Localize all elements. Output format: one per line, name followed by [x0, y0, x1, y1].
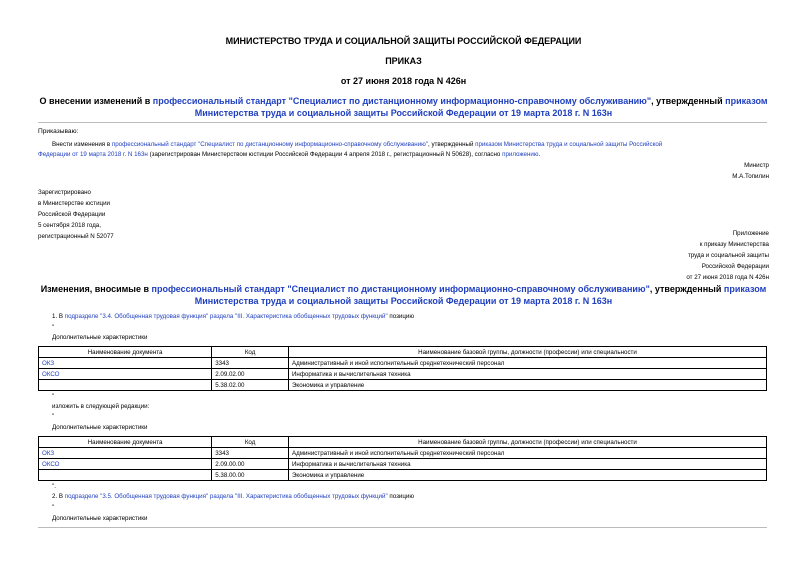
table-cell: 2.09.00.00: [212, 459, 289, 470]
standard-link[interactable]: профессиональный стандарт "Специалист по дистанционному информационно-справочному обслуживанию": [152, 96, 652, 106]
quote-mark: ": [52, 393, 55, 400]
signature-name: М.А.Топилин: [732, 173, 769, 180]
table-row: [39, 380, 767, 391]
item-text: 1. В: [52, 313, 65, 320]
table-cell: Экономика и управление: [288, 470, 766, 481]
order-link-cont[interactable]: Министерства труда и социальной защиты Российской Федерации от 19 марта 2018 г. N 163н: [194, 108, 613, 118]
order-link[interactable]: приказом Министерства труда и социальной защиты Российской: [475, 141, 663, 148]
col-header-name: Наименование базовой группы, должности (профессии) или специальности: [288, 347, 766, 358]
doc-title-text: О внесении изменений в: [39, 96, 153, 106]
table-cell: [39, 380, 212, 391]
col-header-doc: Наименование документа: [39, 437, 212, 448]
table-row: [39, 470, 767, 481]
registered-line: Зарегистрировано: [38, 189, 91, 196]
subsection-link[interactable]: подразделе "3.5. Обобщенная трудовая функция" раздела "III. Характеристика обобщенных трудовых функций": [64, 493, 388, 500]
table-cell: 2.09.02.00: [212, 369, 289, 380]
doc-link-okso[interactable]: ОКСО: [39, 369, 212, 380]
order-link-cont[interactable]: Министерства труда и социальной защиты Российской Федерации от 19 марта 2018 г. N 163н: [194, 296, 613, 306]
table-cell: 3343: [212, 448, 289, 459]
appendix-line: труда и социальной защиты: [687, 252, 769, 259]
standard-link[interactable]: профессиональный стандарт "Специалист по дистанционному информационно-справочному обслуживанию": [151, 284, 650, 294]
quote-mark: ": [52, 324, 55, 331]
characteristics-table-new: [38, 436, 767, 481]
changes-title-text: Изменения, вносимые в: [40, 284, 152, 294]
table-cell: [39, 470, 212, 481]
table-cell: Информатика и вычислительная техника: [288, 459, 766, 470]
quote-mark: ": [52, 413, 55, 420]
appendix-line: к приказу Министерства: [699, 241, 769, 248]
subsection-link[interactable]: подразделе "3.4. Обобщенная трудовая функция" раздела "III. Характеристика обобщенных трудовых функций": [64, 313, 388, 320]
table-cell: Информатика и вычислительная техника: [288, 369, 766, 380]
table-cell: Административный и иной исполнительный среднетехнический персонал: [288, 358, 766, 369]
doc-link-okz[interactable]: ОКЗ: [39, 448, 212, 459]
col-header-code: Код: [212, 347, 289, 358]
doc-type: ПРИКАЗ: [385, 56, 422, 66]
set-as-label: изложить в следующей редакции:: [52, 403, 150, 410]
extra-characteristics-label: Дополнительные характеристики: [52, 424, 148, 431]
table-row: [39, 358, 767, 369]
registered-line: регистрационный N 52077: [38, 233, 114, 240]
doc-date-number: от 27 июня 2018 года N 426н: [340, 76, 467, 86]
changes-title-line1: [0, 284, 807, 294]
body-line2: [38, 151, 540, 158]
doc-title-line1: [0, 96, 807, 106]
table-cell: 3343: [212, 358, 289, 369]
body-text: (зарегистрирован Министерством юстиции Российской Федерации 4 апреля 2018 г., регистрационный N 50628), согласно: [147, 151, 503, 158]
body-text: .: [538, 151, 541, 158]
appendix-line: от 27 июня 2018 года N 426н: [686, 274, 769, 281]
registered-line: в Министерстве юстиции: [38, 200, 111, 207]
table-cell: Административный и иной исполнительный среднетехнический персонал: [288, 448, 766, 459]
extra-characteristics-label: Дополнительные характеристики: [52, 515, 148, 522]
characteristics-table-old: [38, 346, 767, 391]
table-row: [39, 448, 767, 459]
item-text: позицию: [387, 313, 415, 320]
body-text: Внести изменения в: [52, 141, 112, 148]
body-text: , утвержденный: [428, 141, 476, 148]
appendix-line: Приложение: [732, 230, 769, 237]
doc-title-text: , утвержденный: [651, 96, 726, 106]
table-row: [39, 459, 767, 470]
appendix-line: Российской Федерации: [701, 263, 769, 270]
registered-line: 5 сентября 2018 года,: [38, 222, 101, 229]
change-item-1: [52, 313, 414, 320]
ministry-heading: МИНИСТЕРСТВО ТРУДА И СОЦИАЛЬНОЙ ЗАЩИТЫ РОССИЙСКОЙ ФЕДЕРАЦИИ: [225, 36, 582, 46]
standard-link[interactable]: профессиональный стандарт "Специалист по дистанционному информационно-справочному обслуживанию": [111, 141, 428, 148]
order-link[interactable]: приказом: [723, 284, 767, 294]
order-label: Приказываю:: [38, 128, 79, 135]
change-item-2: [52, 493, 414, 500]
changes-title-text: , утвержденный: [649, 284, 724, 294]
appendix-link[interactable]: приложению: [502, 151, 539, 158]
registered-line: Российской Федерации: [38, 211, 106, 218]
item-text: позицию: [387, 493, 415, 500]
order-link[interactable]: Федерации от 19 марта 2018 г. N 163н: [38, 151, 148, 158]
signature-role: Министр: [744, 162, 769, 169]
table-cell: 5.38.02.00: [212, 380, 289, 391]
col-header-doc: Наименование документа: [39, 347, 212, 358]
divider: [38, 122, 767, 123]
doc-link-okz[interactable]: ОКЗ: [39, 358, 212, 369]
table-cell: 5.38.00.00: [212, 470, 289, 481]
table-cell: Экономика и управление: [288, 380, 766, 391]
divider: [38, 527, 767, 528]
item-text: 2. В: [52, 493, 65, 500]
col-header-name: Наименование базовой группы, должности (профессии) или специальности: [288, 437, 766, 448]
body-line1: [52, 141, 662, 148]
order-link[interactable]: приказом: [725, 96, 768, 106]
table-row: [39, 369, 767, 380]
extra-characteristics-label: Дополнительные характеристики: [52, 334, 148, 341]
quote-mark: ": [52, 504, 55, 511]
doc-link-okso[interactable]: ОКСО: [39, 459, 212, 470]
end-quote-mark: ".: [52, 483, 56, 490]
col-header-code: Код: [212, 437, 289, 448]
